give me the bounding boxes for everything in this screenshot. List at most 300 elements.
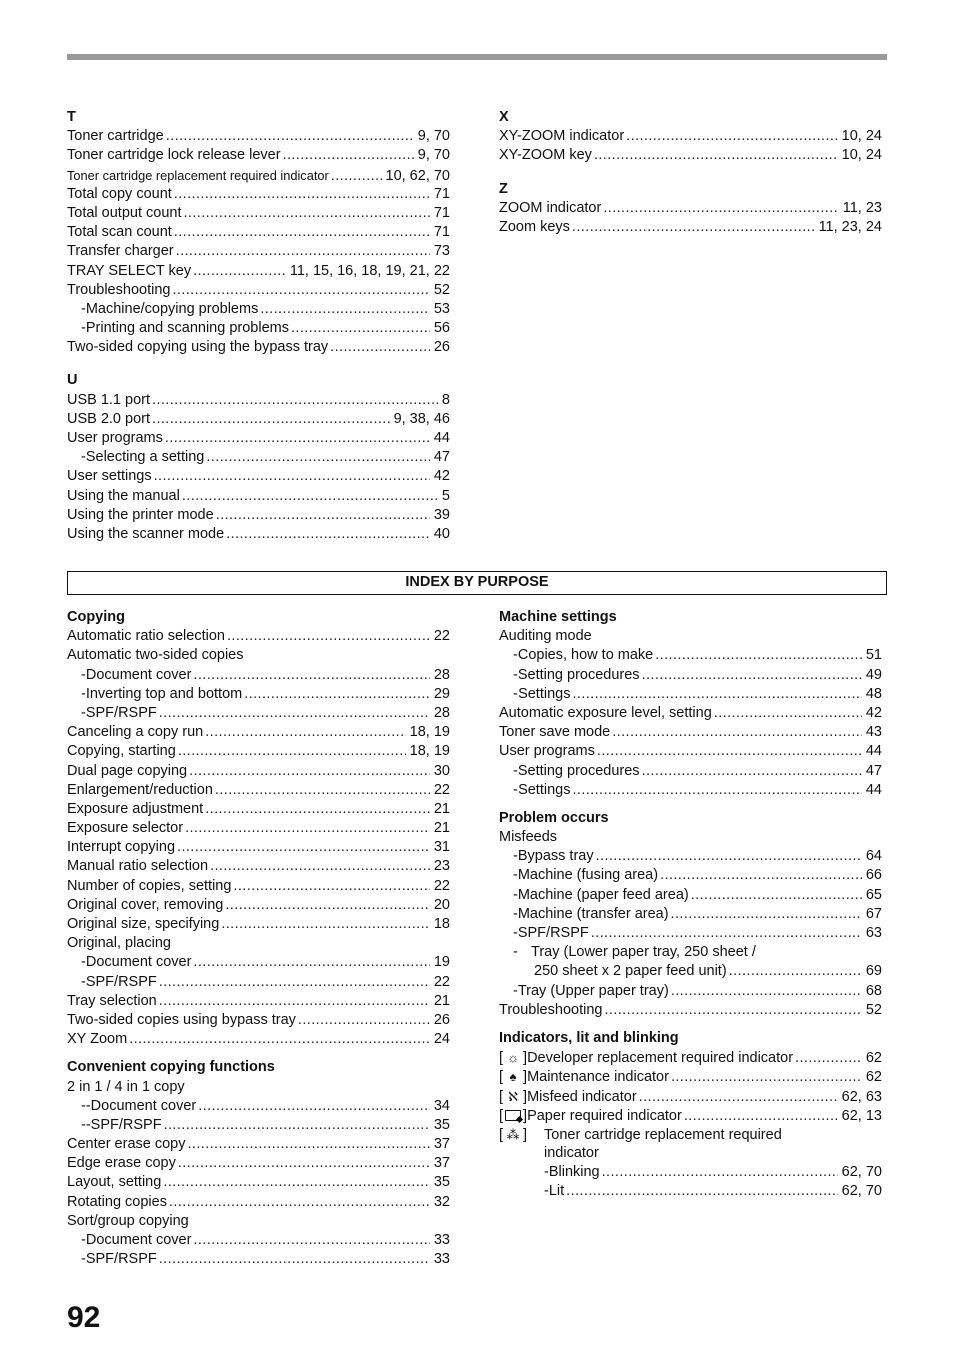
entry-pages: 10, 62, 70 [385,167,450,184]
bracket-open: [ [499,1107,504,1124]
section-gap [499,166,882,180]
dot-leader [182,487,438,506]
entry-dash: - [513,925,518,941]
entry-label: SPF/RSPF [517,925,589,941]
entry-label: Interrupt copying [67,839,176,856]
dot-leader [177,838,430,857]
bracket-close: ] [523,1050,528,1067]
entry-pages: 47 [865,762,882,779]
dot-leader [178,1154,430,1173]
entry-pages: 26 [433,1011,450,1028]
entry-label: Tray selection [67,992,157,1009]
entry-label: Toner cartridge replacement required indicator [67,167,329,183]
entry-pages: 20 [433,896,450,913]
indicator-bracket [499,1106,527,1126]
index-entry [499,127,882,146]
dot-leader [639,1088,838,1107]
entry-label: Document cover [85,1232,192,1248]
dot-leader [169,1193,430,1212]
entry-pages: 62, 70 [841,1183,882,1200]
entry-label: Blinking [548,1164,600,1181]
entry-pages: 44 [433,430,450,446]
toner-icon: ⁂ [506,1126,520,1142]
entry-pages: 22 [433,877,450,894]
dot-leader [174,185,430,204]
entry-label: Troubleshooting [499,1001,603,1018]
dot-leader [671,982,862,1001]
entry-label: Exposure selector [67,820,184,837]
misfeed-icon: ℵ [508,1088,518,1104]
dot-leader [159,992,430,1011]
index-entry [67,300,450,319]
index-entry [499,627,882,646]
section-letter: X [499,109,509,125]
index-entry [67,338,450,357]
entry-label: Using the printer mode [67,506,214,523]
dot-leader [216,506,430,525]
entry-label: Toner save mode [499,724,611,741]
entry-pages: 40 [433,525,450,542]
index-entry [499,905,882,924]
group-gap [499,1020,882,1029]
dot-leader [129,1030,430,1049]
top-rule [67,54,887,60]
index-entry [499,1001,882,1020]
index-entry [67,953,450,972]
dot-leader [594,146,838,165]
index-entry [67,857,450,876]
entry-pages: 21 [433,800,450,817]
entry-pages: 52 [865,1001,882,1018]
entry-label: Developer replacement required indicator [527,1050,794,1067]
dot-leader [225,896,430,915]
group-heading: Indicators, lit and blinking [499,1029,679,1046]
entry-dash: - [81,449,86,466]
entry-pages: 18 [433,916,450,932]
index-entry [67,1030,450,1049]
dot-leader [176,242,430,261]
entry-pages: 44 [865,781,882,798]
paper-box-shape [505,1110,521,1121]
entry-label: Zoom keys [499,218,570,235]
dot-leader [612,723,862,742]
index-entry [67,1193,450,1212]
entry-dash: - [81,666,86,683]
dot-leader [642,666,862,685]
entry-label: 2 in 1 / 4 in 1 copy [67,1078,185,1095]
index-entry [499,218,882,237]
group-gap [499,800,882,809]
index-entry [499,723,882,742]
entry-pages: 62, 70 [841,1164,882,1181]
index-entry [67,166,450,185]
entry-label: Rotating copies [67,1193,167,1210]
index-entry [67,1250,450,1269]
entry-pages: 71 [433,185,450,202]
index-entry [67,838,450,857]
entry-label: Canceling a copy run [67,724,204,741]
entry-pages: 66 [865,867,882,884]
dot-leader [655,646,862,665]
dot-leader [193,953,429,972]
index-right-column [499,108,882,237]
entry-pages: 9, 70 [417,128,450,145]
index-entry [67,410,450,429]
dot-leader [189,762,430,781]
entry-pages: 19 [433,954,450,971]
entry-label: SPF/RSPF [85,973,157,990]
dot-leader [331,167,382,186]
entry-pages: 37 [433,1155,450,1172]
index-entry [67,704,450,723]
entry-pages: 11, 15, 16, 18, 19, 21, 22 [289,262,450,279]
index-entry [67,973,450,992]
entry-dash: - [513,762,518,779]
bracket-open: [ [499,1126,504,1143]
entry-dash: - [513,944,518,961]
entry-dash: - [81,300,86,317]
index-entry [499,886,882,905]
entry-pages: 52 [433,281,450,298]
entry-dash: - [81,1232,86,1248]
dot-leader [233,877,429,896]
dot-leader [205,800,430,819]
index-entry [67,896,450,915]
indicator-entry [499,1048,882,1067]
entry-pages: 43 [865,724,882,741]
entry-label: Using the scanner mode [67,525,225,542]
entry-dash: - [81,1251,86,1268]
entry-label: Misfeed indicator [527,1088,637,1105]
entry-pages: 28 [433,704,450,721]
index-entry [67,1078,450,1097]
index-entry [67,742,450,761]
index-entry [499,646,882,665]
entry-label: SPF/RSPF [85,1251,157,1268]
entry-label: Transfer charger [67,243,174,260]
entry-pages: 62, 13 [841,1107,882,1124]
section-letter: Z [499,180,508,197]
entry-label: Sort/group copying [67,1212,189,1229]
entry-pages: 29 [433,685,450,702]
dot-leader [227,627,430,646]
dot-leader [163,1173,430,1192]
dot-leader [154,467,430,486]
entry-dash: - [513,905,518,922]
index-entry [499,962,882,981]
entry-label: Exposure adjustment [67,800,204,817]
entry-label: User settings [67,468,152,485]
index-entry [67,204,450,223]
entry-label: User programs [67,430,163,446]
index-entry [67,525,450,544]
dot-leader [298,1011,430,1030]
index-entry [67,319,450,338]
entry-label: TRAY SELECT key [67,262,192,279]
entry-pages: 62 [865,1069,882,1086]
dot-leader [691,886,862,905]
indicator-bracket [499,1125,544,1145]
entry-label: Layout, setting [67,1174,162,1191]
entry-dash: - [513,886,518,903]
dot-leader [572,685,861,704]
entry-label: Manual ratio selection [67,858,209,875]
entry-pages: 8 [441,391,450,408]
dot-leader [596,847,862,866]
purpose-left-column [67,608,450,1269]
index-entry [499,943,882,962]
index-entry [67,429,450,448]
group-heading: Problem occurs [499,809,609,826]
index-entry [67,934,450,953]
entry-pages: 67 [865,905,882,922]
entry-label: Machine (fusing area) [517,867,659,884]
entry-label: Enlargement/reduction [67,781,213,798]
index-entry [67,1231,450,1250]
index-entry [67,487,450,506]
entry-pages: 22 [433,628,450,645]
entry-pages: 5 [441,487,450,504]
entry-pages: 62, 63 [841,1088,882,1105]
entry-pages: 9, 38, 46 [393,410,450,427]
indicator-sub-entry [499,1182,882,1201]
entry-label: Toner cartridge [67,128,164,145]
index-entry [499,704,882,723]
index-entry [67,391,450,410]
entry-pages: 18, 19 [409,724,450,741]
indicator-bracket [499,1087,527,1107]
entry-label: Original cover, removing [67,896,224,913]
index-entry [499,762,882,781]
dot-leader [164,1116,430,1135]
entry-label: Total output count [67,204,182,221]
dot-leader [714,704,862,723]
entry-pages: 26 [433,339,450,356]
dot-leader [174,223,430,242]
index-entry [67,242,450,261]
entry-pages: 71 [433,204,450,221]
entry-pages: 21 [433,992,450,1009]
entry-dash: - [513,666,518,683]
entry-label: Selecting a setting [85,449,205,466]
entry-label: Paper required indicator [527,1107,682,1124]
entry-pages: 73 [433,243,450,260]
entry-pages: 22 [433,781,450,798]
index-entry [67,781,450,800]
index-entry [499,847,882,866]
entry-label: Automatic exposure level, setting [499,704,712,721]
dot-leader [178,742,406,761]
entry-pages: 48 [865,685,882,702]
entry-label: Inverting top and bottom [85,685,243,702]
index-entry [499,924,882,943]
entry-label: Original, placing [67,935,171,952]
entry-label: Machine/copying problems [85,300,259,317]
entry-pages: 11, 23 [842,199,882,216]
entry-pages: 56 [433,320,450,337]
dot-leader [193,262,286,281]
index-entry [67,627,450,646]
entry-pages: 42 [865,704,882,721]
indicator-sub-entry [499,1163,882,1182]
entry-dash: - [81,954,86,971]
entry-label: Number of copies, setting [67,877,232,894]
indicator-entry [499,1067,882,1086]
dot-leader [198,1097,430,1116]
dot-leader [159,704,430,723]
dot-leader [205,723,405,742]
entry-pages: 69 [865,963,882,980]
entry-pages: 64 [865,848,882,865]
dot-leader [193,1231,429,1250]
entry-label: Misfeeds [499,829,558,846]
dot-leader [152,410,390,429]
index-entry [499,146,882,165]
entry-label: USB 2.0 port [67,410,151,427]
entry-label: Machine (transfer area) [517,905,669,922]
entry-label: Copies, how to make [517,647,654,664]
index-entry [499,866,882,885]
dot-leader [185,819,430,838]
indicator-entry [499,1125,882,1144]
entry-label: Lit [548,1183,565,1200]
index-entry [67,262,450,281]
dot-leader [572,218,815,237]
entry-dash: - [81,685,86,702]
dot-leader [206,448,430,467]
index-entry [499,199,882,218]
entry-pages: 33 [433,1232,450,1248]
entry-label: -Document cover [85,1097,197,1114]
entry-label: Auditing mode [499,628,592,645]
index-entry [67,666,450,685]
entry-dash: - [513,685,518,702]
entry-label: Tray (Upper paper tray) [517,982,669,999]
entry-dash: - [81,320,86,337]
entry-label: Printing and scanning problems [85,320,289,337]
index-entry [67,646,450,665]
section-letter: U [67,372,78,389]
entry-label: Machine (paper feed area) [517,886,689,903]
entry-pages: 34 [433,1097,450,1114]
entry-label: Tray (Lower paper tray, 250 sheet / [531,944,756,961]
entry-dash: - [81,1116,86,1133]
entry-label: Copying, starting [67,743,176,760]
index-entry [67,1116,450,1135]
dot-leader [159,973,430,992]
entry-label: SPF/RSPF [85,704,157,721]
page-number: 92 [67,1301,101,1334]
index-entry [499,828,882,847]
entry-label: Troubleshooting [67,281,171,298]
entry-dash: - [544,1164,549,1181]
entry-label: XY Zoom [67,1031,128,1048]
entry-pages: 30 [433,762,450,779]
entry-pages: 39 [433,506,450,523]
entry-label: Bypass tray [517,848,594,865]
dot-leader [215,781,430,800]
entry-dash: - [513,982,518,999]
entry-dash: - [513,647,518,664]
index-entry [67,1212,450,1231]
index-entry [67,1011,450,1030]
index-entry [67,819,450,838]
dot-leader [244,685,430,704]
entry-label: USB 1.1 port [67,391,151,408]
entry-label: Maintenance indicator [527,1069,669,1086]
index-entry [67,1097,450,1116]
entry-pages: 51 [865,647,882,664]
index-entry [67,1135,450,1154]
indicator-continuation [499,1144,882,1163]
entry-pages: 35 [433,1116,450,1133]
index-entry [67,877,450,896]
entry-dash: - [81,704,86,721]
bracket-close: ] [523,1088,528,1105]
dot-leader [187,1135,429,1154]
entry-dash: - [81,1097,86,1114]
bracket-close: ] [523,1069,528,1086]
group-heading: Machine settings [499,609,617,625]
entry-label: Automatic two-sided copies [67,647,244,664]
entry-dash: - [513,781,518,798]
entry-label: ZOOM indicator [499,199,602,216]
entry-pages: 47 [433,449,450,466]
entry-dash: - [544,1183,549,1200]
entry-pages: 31 [433,839,450,856]
index-entry [67,685,450,704]
purpose-right-column [499,608,882,1202]
index-entry [499,781,882,800]
entry-pages: 35 [433,1174,450,1191]
indicator-bracket [499,1067,527,1087]
entry-pages: 23 [433,858,450,875]
index-entry [67,223,450,242]
entry-dash: - [81,973,86,990]
entry-label: Using the manual [67,487,180,504]
index-by-purpose-banner: INDEX BY PURPOSE [67,571,887,595]
entry-label: Settings [518,781,571,798]
dot-leader [626,127,838,146]
dot-leader [291,319,430,338]
entry-pages: 42 [433,468,450,485]
dot-leader [642,762,862,781]
index-entry [67,723,450,742]
index-entry [67,915,450,934]
entry-pages: 33 [433,1251,450,1268]
entry-label: Original size, specifying [67,916,220,932]
section-letter: T [67,109,76,125]
entry-pages: 49 [865,666,882,683]
index-entry [67,146,450,165]
entry-pages: 22 [433,973,450,990]
entry-label: 250 sheet x 2 paper feed unit) [534,963,727,980]
index-entry [67,185,450,204]
entry-label: Center erase copy [67,1136,186,1153]
dot-leader [597,742,862,761]
entry-pages: 10, 24 [841,128,882,145]
index-entry [67,281,450,300]
entry-label: Document cover [85,666,192,683]
entry-pages: 63 [865,925,882,941]
paper-required-icon [503,1106,523,1125]
entry-label: Toner cartridge lock release lever [67,147,281,164]
entry-pages: 68 [865,982,882,999]
entry-label: Setting procedures [517,666,640,683]
index-entry [67,1154,450,1173]
entry-dash: - [513,867,518,884]
entry-pages: 9, 70 [417,147,450,164]
